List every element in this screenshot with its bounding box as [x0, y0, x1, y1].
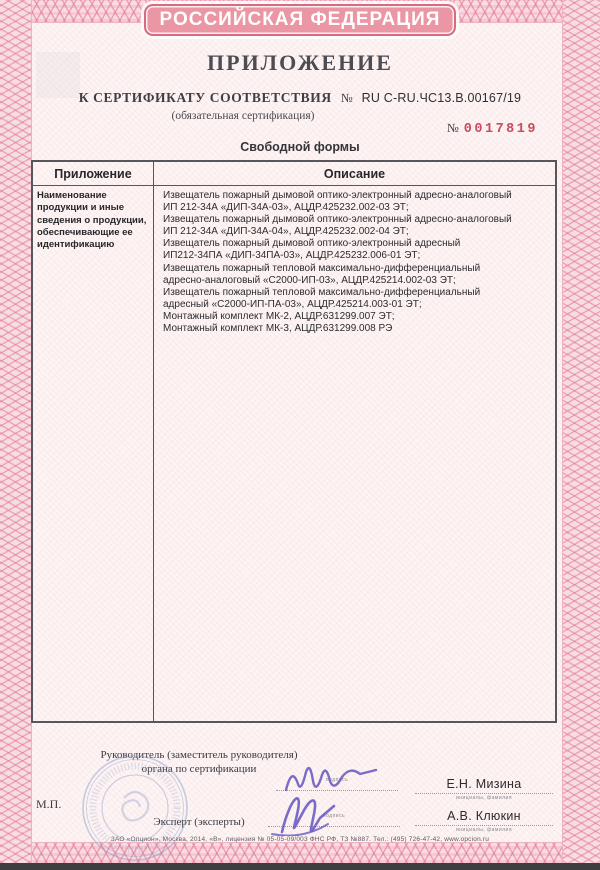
product-description-cell [154, 186, 555, 722]
scan-edge-bar [0, 863, 600, 870]
description-line: ИП212-34ПА «ДИП-34ПА-03», АЦДР.425232.006-01 ЭТ; [163, 250, 421, 262]
number-sign: № [446, 121, 459, 135]
form-type-label: Свободной формы [240, 140, 360, 154]
product-info-label: Наименование продукции и иные сведения о продукции, обеспечивающие ее идентификацию [33, 186, 154, 722]
expert-name-block [415, 809, 553, 833]
guilloche-border-left [0, 0, 32, 870]
country-banner [144, 4, 456, 36]
certification-type: (обязательная сертификация) [171, 110, 315, 122]
printer-imprint: ЗАО «Опцион», Москва, 2014, «В», лицензия № 05-05-09/003 ФНС РФ, ТЗ №887. Тел.: (495) 726-47-42, www.opcion.ru [110, 836, 490, 843]
country-banner-label: РОССИЙСКАЯ ФЕДЕРАЦИЯ [159, 9, 441, 30]
description-line: Извещатель пожарный дымовой оптико-электронный адресно-аналоговый [163, 190, 512, 201]
signature-caption: подпись [322, 813, 346, 819]
expert-name: А.В. Клюкин [415, 809, 553, 826]
certificate-number-line [0, 90, 600, 106]
table-header-row [33, 162, 555, 186]
table-header-description: Описание [323, 166, 386, 181]
certificate-number: RU C-RU.ЧС13.В.00167/19 [361, 91, 522, 105]
page-title: ПРИЛОЖЕНИЕ [207, 50, 393, 75]
head-name: Е.Н. Мизина [415, 777, 553, 794]
head-role-line1: Руководитель (заместитель руководителя) [100, 749, 298, 761]
table-header-appendix: Приложение [33, 162, 154, 185]
blank-number [447, 119, 538, 137]
description-line: адресно-аналоговый «С2000-ИП-03», АЦДР.425214.002-03 ЭТ; [163, 274, 456, 286]
description-line: ИП 212-34А «ДИП-34А-03», АЦДР.425232.002-03 ЭТ; [163, 202, 409, 214]
head-name-block [415, 777, 553, 801]
expert-role-label: Эксперт (эксперты) [153, 816, 245, 828]
description-line: Монтажный комплект МК-3, АЦДР.631299.008 РЭ [163, 323, 393, 335]
name-caption: инициалы, фамилия [455, 827, 513, 833]
name-caption: инициалы, фамилия [455, 795, 513, 801]
table-body-row [33, 186, 555, 722]
certificate-subtitle: К СЕРТИФИКАТУ СООТВЕТСТВИЯ [78, 90, 332, 105]
blank-number-digits: 0017819 [463, 122, 538, 137]
number-sign: № [340, 91, 353, 105]
appendix-table [31, 160, 557, 723]
certification-body-stamp [80, 746, 190, 864]
description-line: Монтажный комплект МК-2, АЦДР.631299.007 ЭТ; [163, 310, 395, 322]
guilloche-border-right [562, 0, 600, 870]
description-line: ИП 212-34А «ДИП-34А-04», АЦДР.425232.002-04 ЭТ; [163, 226, 409, 238]
head-role-line2: органа по сертификации [141, 762, 257, 775]
signature-caption: подпись [325, 777, 349, 783]
description-line: адресный «С2000-ИП-ПА-03», АЦДР.425214.003-01 ЭТ; [163, 298, 422, 310]
expert-signature-ink [268, 786, 378, 836]
description-line: Извещатель пожарный дымовой оптико-электронный адресный [163, 238, 461, 250]
stamp-place-label: М.П. [36, 797, 62, 811]
description-line: Извещатель пожарный тепловой максимально-дифференциальный [163, 262, 481, 274]
description-line: Извещатель пожарный дымовой оптико-электронный адресно-аналоговый [163, 214, 512, 226]
description-line: Извещатель пожарный тепловой максимально-дифференциальный [163, 286, 481, 298]
